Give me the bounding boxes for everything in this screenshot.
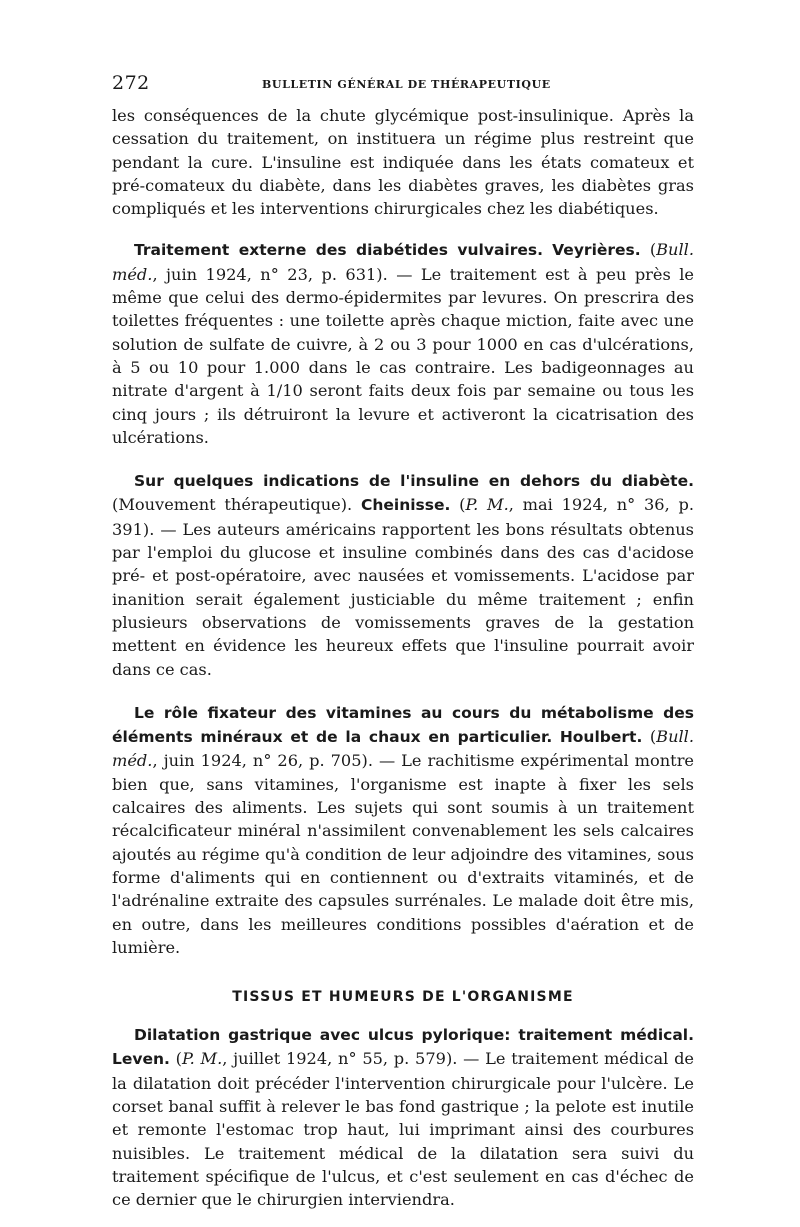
article-body: Le traitement est à peu près le même que celui des dermo-épidermites par levures. On prescrira des toilettes fréquentes : une toilette après chaque miction, faite avec une solution de sulfate de cuivre, à 2 ou 3 pour 1000 en cas d'ulcérations, à 5 ou 10 pour 1.000 dans le cas contraire. Les badigeonnages au nitrate d'argent à 1/10 seront faits deux fois par semaine ou tous les cinq jours ; ils détruiront la levure et activeront la cicatrisation des ulcérations. <box>112 264 695 447</box>
running-header <box>112 70 694 104</box>
page-number: 272 <box>112 72 150 94</box>
source-details: , juin 1924, n° 26, p. 705). — <box>152 751 402 771</box>
article-title: Traitement externe des diabétides vulvaires. <box>134 241 543 260</box>
source-details: , juin 1924, n° 23, p. 631). — <box>152 264 421 284</box>
article-cheinisse <box>112 469 694 681</box>
source-open: ( <box>642 727 657 747</box>
article-title: Le rôle fixateur des vitamines au cours du métabolisme des éléments minéraux et de la chaux en particulier. <box>112 703 694 747</box>
source-journal: P. M. <box>182 1049 223 1069</box>
source-details: , mai 1924, n° 36, p. 391). — <box>112 495 695 539</box>
article-title: Dilatation gastrique avec ulcus pylorique: traitement médical. <box>134 1026 694 1045</box>
article-author: Houlbert. <box>559 728 643 747</box>
article-author: Veyrières. <box>552 241 641 260</box>
article-body: Le traitement médical de la dilatation doit précéder l'intervention chirurgicale pour l'ulcère. Le corset banal suffit à relever le bas fond gastrique ; la pelote est inutile et remonte l'estomac trop haut, lui imprimant ainsi des courbures nuisibles. Le traitement médical de la dilatation sera suivi du traitement spécifique de l'ulcus, et c'est seulement en cas d'échec de ce dernier que le chirurgien interviendra. <box>112 1049 695 1210</box>
continuation-paragraph: les conséquences de la chute glycémique post-insulinique. Après la cessation du traitement, on instituera un régime plus restreint que pendant la cure. L'insuline est indiquée dans les états comateux et pré-comateux du diabète, dans les diabètes graves, les diabètes gras compliqués et les interventions chirurgicales chez les diabétiques. <box>112 106 694 219</box>
document-page <box>112 70 694 1211</box>
journal-title: BULLETIN GÉNÉRAL DE THÉRAPEUTIQUE <box>262 78 551 91</box>
article-houlbert <box>112 701 694 959</box>
article-author: Cheinisse. <box>360 496 451 515</box>
article-veyrieres <box>112 238 694 449</box>
source-details: , juillet 1924, n° 55, p. 579). — <box>222 1049 486 1069</box>
article-subtitle: (Mouvement thérapeutique). <box>112 495 361 515</box>
source-journal: Bull. méd. <box>112 727 694 771</box>
article-body: Le rachitisme expérimental montre bien que, sans vitamines, l'organisme est inapte à fixer les sels calcaires des aliments. Les sujets qui sont soumis à un traitement récalcificateur minéral n'assimilent convenablement les sels calcaires ajoutés au régime qu'à condition de leur adjoindre des vitamines, sous forme d'aliments qui en contiennent ou d'extraits vitaminés, et de l'adrénaline extraite des capsules surrénales. Le malade doit être mis, en outre, dans les meilleures conditions possibles d'aération et de lumière. <box>112 751 695 957</box>
source-journal: P. M. <box>465 495 509 515</box>
article-leven <box>112 1023 694 1211</box>
source-journal: Bull. méd. <box>112 240 694 284</box>
section-heading: TISSUS ET HUMEURS DE L'ORGANISME <box>232 989 574 1006</box>
article-body: Les auteurs américains rapportent les bons résultats obtenus par l'emploi du glucose et insuline combinés dans des cas d'acidose pré- et post-opératoire, avec nausées et vomissements. L'acidose par inanition serait également justiciable du même traitement ; enfin plusieurs observations de vomissements graves de la gestation mettent en évidence les heureux effets que l'insuline pourrait avoir dans ce cas. <box>112 519 694 679</box>
article-title: Sur quelques indications de l'insuline en dehors du diabète. <box>134 472 694 491</box>
source-open: ( <box>649 240 657 260</box>
source-open: ( <box>450 495 466 515</box>
source-open: ( <box>169 1049 183 1069</box>
article-author: Leven. <box>112 1050 170 1069</box>
